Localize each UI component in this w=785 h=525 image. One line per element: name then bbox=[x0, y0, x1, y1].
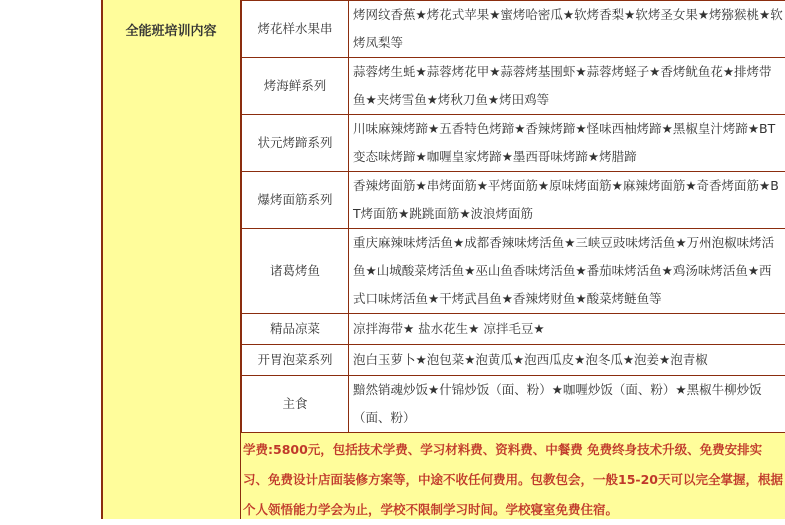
menu-table-body bbox=[242, 1, 785, 433]
menu-items: 香辣烤面筋★串烤面筋★平烤面筋★原味烤面筋★麻辣烤面筋★奇香烤面筋★BT烤面筋★跳跳面筋★波浪烤面筋 bbox=[349, 172, 785, 229]
menu-row bbox=[242, 58, 785, 115]
menu-items: 黯然销魂炒饭★什锦炒饭（面、粉）★咖喱炒饭（面、粉）★黑椒牛柳炒饭（面、粉） bbox=[349, 376, 785, 433]
menu-category: 诸葛烤鱼 bbox=[242, 229, 349, 314]
menu-items: 重庆麻辣味烤活鱼★成都香辣味烤活鱼★三峡豆豉味烤活鱼★万州泡椒味烤活鱼★山城酸菜烤活鱼★巫山鱼香味烤活鱼★番茄味烤活鱼★鸡汤味烤活鱼★西式口味烤活鱼★干烤武昌鱼★香辣烤财鱼★酸菜烤鲢鱼等 bbox=[349, 229, 785, 314]
menu-category: 状元烤蹄系列 bbox=[242, 115, 349, 172]
menu-row bbox=[242, 115, 785, 172]
fee-text: 学费:5800元，包括技术学费、学习材料费、资料费、中餐费 免费终身技术升级、免费安排实习、免费设计店面装修方案等，中途不收任何费用。包教包会，一般15-20天可以完全掌握，根据个人领悟能力学会为止，学校不限制学习时间。学校寝室免费住宿。 bbox=[243, 435, 784, 525]
menu-items: 川味麻辣烤蹄★五香特色烤蹄★香辣烤蹄★怪味西柚烤蹄★黑椒皇汁烤蹄★BT变态味烤蹄★咖喱皇家烤蹄★墨西哥味烤蹄★烤腊蹄 bbox=[349, 115, 785, 172]
menu-items: 蒜蓉烤生蚝★蒜蓉烤花甲★蒜蓉烤基围虾★蒜蓉烤蛏子★香烤鱿鱼花★排烤带鱼★夹烤雪鱼★烤秋刀鱼★烤田鸡等 bbox=[349, 58, 785, 115]
menu-row bbox=[242, 1, 785, 58]
menu-category: 爆烤面筋系列 bbox=[242, 172, 349, 229]
menu-category: 烤花样水果串 bbox=[242, 1, 349, 58]
menu-category: 开胃泡菜系列 bbox=[242, 345, 349, 376]
fee-section bbox=[241, 432, 785, 519]
menu-items: 烤网纹香蕉★烤花式苹果★蜜烤哈密瓜★软烤香梨★软烤圣女果★烤猕猴桃★软烤凤梨等 bbox=[349, 1, 785, 58]
left-margin bbox=[0, 0, 101, 519]
menu-category: 烤海鲜系列 bbox=[242, 58, 349, 115]
menu-row bbox=[242, 172, 785, 229]
course-title: 全能班培训内容 bbox=[101, 20, 241, 39]
menu-row bbox=[242, 229, 785, 314]
menu-row bbox=[242, 314, 785, 345]
menu-table bbox=[241, 0, 785, 433]
menu-items: 泡白玉萝卜★泡包菜★泡黄瓜★泡西瓜皮★泡冬瓜★泡姜★泡青椒 bbox=[349, 345, 785, 376]
menu-row bbox=[242, 376, 785, 433]
menu-category: 主食 bbox=[242, 376, 349, 433]
menu-row bbox=[242, 345, 785, 376]
course-title-column bbox=[101, 0, 241, 519]
menu-category: 精品凉菜 bbox=[242, 314, 349, 345]
menu-items: 凉拌海带★ 盐水花生★ 凉拌毛豆★ bbox=[349, 314, 785, 345]
